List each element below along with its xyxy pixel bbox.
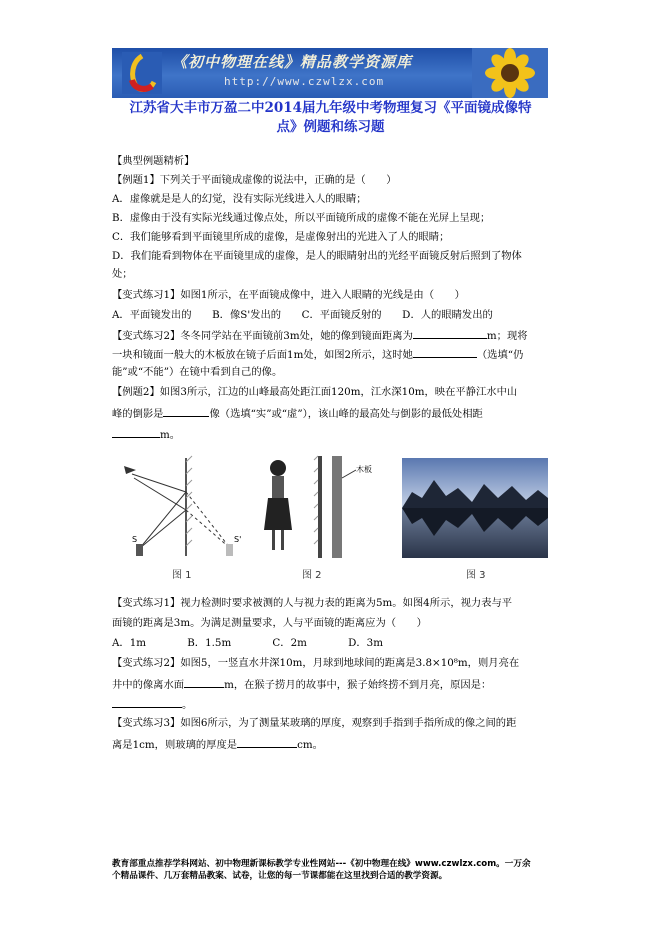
- text-segment: 【变式练习2】冬冬同学站在平面镜前3m处，她的像到镜面距离为: [112, 330, 413, 342]
- text-segment: 井中的像离水面: [112, 679, 185, 691]
- question-example2-line1: 【例题2】如图3所示，江边的山峰最高处距江面120m，江水深10m，映在平静江水中山: [112, 386, 518, 398]
- question-variant2-line3: 能”或“不能”）在镜中看到自己的像。: [112, 366, 283, 378]
- option-a: A．虚像就是是人的幻觉，没有实际光线进入人的眼睛；: [112, 193, 367, 205]
- page-footer: [112, 858, 572, 882]
- figure-3-caption: 图 3: [466, 570, 486, 581]
- document-title: [100, 99, 561, 137]
- question-variant3-line1: 【变式练习3】如图6所示，为了测量某玻璃的厚度，观察到手指到手指所成的像之间的距: [112, 717, 517, 729]
- question-example2-line3: [112, 427, 180, 442]
- document-title-line1: 江苏省大丰市万盈二中2014届九年级中考物理复习《平面镜成像特: [129, 100, 532, 116]
- footer-line2: 个精品课件、几万套精品教案、试卷，让您的每一节课都能在这里找到合适的教学资源。: [112, 871, 448, 881]
- board-label: 木板: [356, 465, 372, 474]
- option-c: C．我们能够看到平面镜里所成的虚像，是虚像射出的光进入了人的眼睛；: [112, 231, 450, 243]
- answer-blank[interactable]: [184, 677, 224, 688]
- question-example1: 【例题1】下列关于平面镜成虚像的说法中，正确的是（ ）: [112, 174, 397, 186]
- label-s: S: [132, 535, 138, 544]
- figure-3-photo: [402, 458, 548, 558]
- label-s-prime: S': [234, 535, 242, 544]
- option-d: D．我们能看到物体在平面镜里成的虚像，是人的眼睛射出的光经平面镜反射后照到了物体: [112, 250, 522, 262]
- option-b: B．虚像由于没有实际光线通过像点处，所以平面镜所成的虚像不能在光屏上呈现；: [112, 212, 491, 224]
- question-variant2b-line1: 【变式练习2】如图5，一竖直水井深10m，月球到地球间的距离是3.8×10⁸m，则月亮在: [112, 657, 520, 669]
- sunflower-image: [472, 48, 548, 98]
- answer-blank[interactable]: [413, 328, 487, 339]
- text-segment: 。: [182, 699, 193, 711]
- variant1b-options: A．1m B．1.5m C．2m D．3m: [112, 637, 383, 649]
- banner-title: 《初中物理在线》精品教学资源库: [172, 53, 413, 71]
- question-variant1b-line1: 【变式练习1】视力检测时要求被测的人与视力表的距离为5m。如图4所示，视力表与平: [112, 597, 513, 609]
- option-d-cont: 处；: [112, 268, 133, 280]
- text-segment: m。: [160, 429, 181, 441]
- question-variant1: 【变式练习1】如图1所示，在平面镜成像中，进入人眼睛的光线是由（ ）: [112, 289, 465, 301]
- question-variant2b-line3: [112, 697, 192, 712]
- text-segment: cm。: [297, 739, 323, 751]
- text-segment: （选填“仍: [476, 349, 524, 361]
- answer-blank[interactable]: [112, 697, 182, 708]
- text-segment: 像（选填“实”或“虚”），该山峰的最高处与倒影的最低处相距: [209, 408, 483, 420]
- answer-blank[interactable]: [237, 737, 297, 748]
- site-logo-icon: [122, 52, 162, 94]
- banner-url: http://www.czwlzx.com: [224, 75, 385, 88]
- figure-1-caption: 图 1: [172, 570, 192, 581]
- footer-line1: 教育部重点推荐学科网站、初中物理新课标教学专业性网站---《初中物理在线》www.czwlzx.com。一万余: [112, 859, 531, 869]
- text-segment: m；现将: [486, 330, 528, 342]
- text-segment: 一块和镜面一般大的木板放在镜子后面1m处，如图2所示，这时她: [112, 349, 413, 361]
- answer-blank[interactable]: [413, 347, 477, 358]
- figure-2-caption: 图 2: [302, 570, 322, 581]
- question-variant2-line1: [112, 328, 528, 343]
- question-example2-line2: [112, 406, 483, 421]
- figure-2-diagram: [258, 452, 382, 560]
- variant1-options: A．平面镜发出的 B．像S'发出的 C．平面镜反射的 D．人的眼睛发出的: [112, 309, 493, 321]
- text-segment: m，在猴子捞月的故事中，猴子始终捞不到月亮，原因是：: [224, 679, 492, 691]
- question-variant1b-line2: 面镜的距离是3m。为满足测量要求，人与平面镜的距离应为（ ）: [112, 617, 427, 629]
- site-banner: [112, 48, 548, 98]
- document-title-line2: 点》例题和练习题: [276, 119, 385, 135]
- section-heading: 【典型例题精析】: [112, 155, 195, 167]
- text-segment: 离是1cm，则玻璃的厚度是: [112, 739, 238, 751]
- question-variant3-line2: [112, 737, 323, 752]
- answer-blank[interactable]: [163, 406, 209, 417]
- question-variant2-line2: [112, 347, 523, 362]
- text-segment: 峰的倒影是: [112, 408, 164, 420]
- answer-blank[interactable]: [112, 427, 160, 438]
- figure-1-diagram: [118, 452, 250, 560]
- question-variant2b-line2: [112, 677, 491, 692]
